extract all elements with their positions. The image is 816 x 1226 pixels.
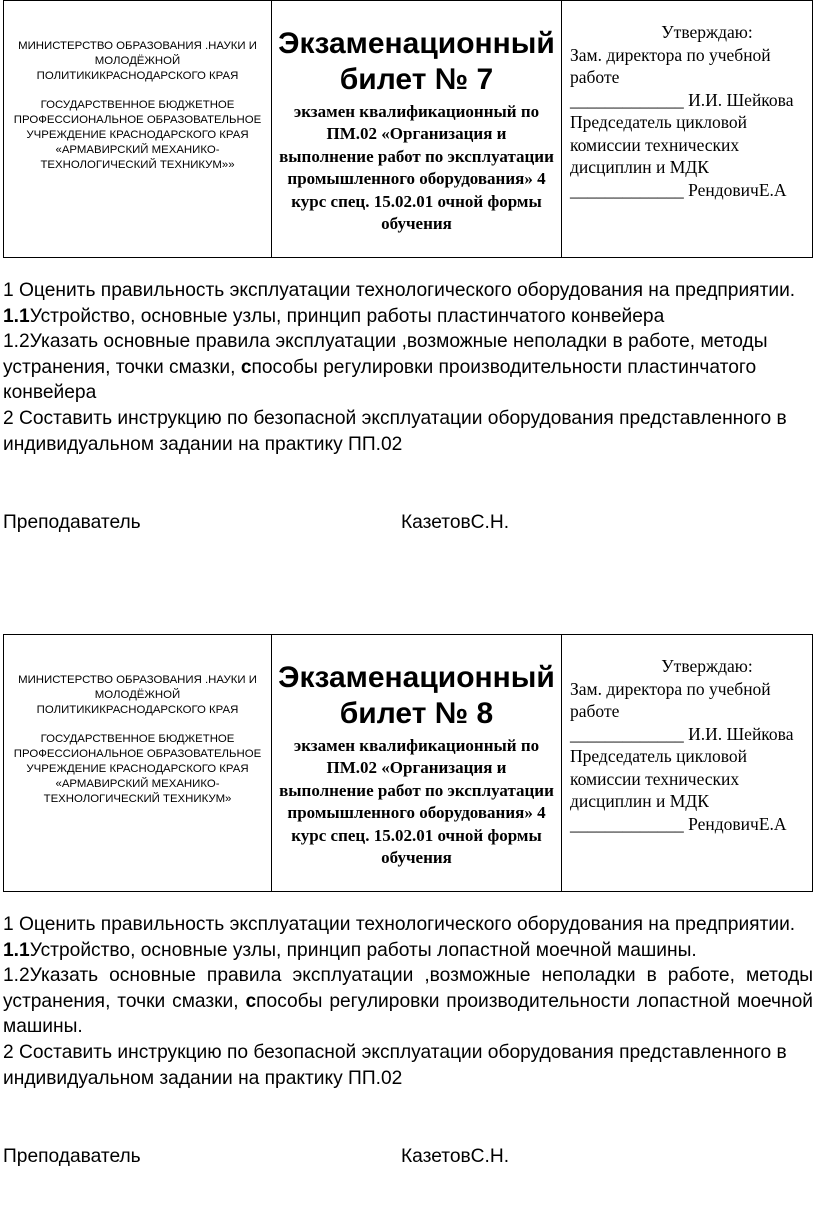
teacher-name: КазетовС.Н.	[401, 1146, 510, 1167]
question-1-2-bold-letter: с	[240, 356, 252, 378]
deputy-signature: _____________ И.И. Шейкова	[570, 723, 794, 744]
question-1-2-text-a: 1.2Указать основные правила эксплуатации ,возможные неполадки в работе, методы устранения, точки смазки,	[3, 331, 768, 378]
question-1-1	[3, 304, 813, 330]
college-name: ГОСУДАРСТВЕННОЕ БЮДЖЕТНОЕ ПРОФЕССИОНАЛЬНОЕ ОБРАЗОВАТЕЛЬНОЕ УЧРЕЖДЕНИЕ КРАСНОДАРСКОГО КРАЯ «АРМАВИРСКИЙ МЕХАНИКО-ТЕХНОЛОГИЧЕСКИЙ ТЕХНИКУМ»»	[13, 99, 262, 172]
institution-cell	[4, 635, 272, 891]
question-1-1-number: 1.1	[3, 305, 30, 327]
question-1-1	[3, 938, 813, 964]
title-cell	[272, 1, 562, 257]
question-1-2-text-b: пособы регулировки производительности лопастной моечной машины.	[3, 990, 814, 1038]
question-1-2-bold-letter: с	[245, 990, 257, 1012]
teacher-label: Преподаватель	[3, 512, 141, 533]
deputy-title: Зам. директора по учебной работе	[570, 44, 771, 87]
ticket-number: билет № 8	[339, 697, 494, 730]
college-name: ГОСУДАРСТВЕННОЕ БЮДЖЕТНОЕ ПРОФЕССИОНАЛЬНОЕ ОБРАЗОВАТЕЛЬНОЕ УЧРЕЖДЕНИЕ КРАСНОДАРСКОГО КРАЯ «АРМАВИРСКИЙ МЕХАНИКО-ТЕХНОЛОГИЧЕСКИЙ ТЕХНИКУМ»	[13, 733, 262, 806]
question-1-1-text: Устройство, основные узлы, принцип работы лопастной моечной машины.	[29, 939, 697, 961]
ticket-questions	[3, 278, 813, 457]
question-1-1-number: 1.1	[3, 939, 30, 961]
question-1: 1 Оценить правильность эксплуатации технологического оборудования на предприятии.	[3, 914, 796, 935]
deputy-signature: _____________ И.И. Шейкова	[570, 89, 794, 110]
approval-cell	[562, 1, 812, 257]
question-1-2-text-a: 1.2Указать основные правила эксплуатации ,возможные неполадки в работе, методы устранения, точки смазки,	[3, 965, 813, 1012]
question-2: 2 Составить инструкцию по безопасной эксплуатации оборудования представленного в индивидуальном задании на практику ПП.02	[3, 407, 787, 455]
ticket-number: билет № 7	[339, 63, 494, 96]
question-1: 1 Оценить правильность эксплуатации технологического оборудования на предприятии.	[3, 280, 796, 301]
teacher-name: КазетовС.Н.	[401, 512, 510, 533]
approve-label: Утверждаю:	[661, 656, 753, 676]
ticket-title: Экзаменационный	[278, 27, 555, 60]
ministry-name: МИНИСТЕРСТВО ОБРАЗОВАНИЯ .НАУКИ И МОЛОДЁЖНОЙ ПОЛИТИКИКРАСНОДАРСКОГО КРАЯ	[18, 40, 257, 83]
title-cell	[272, 635, 562, 891]
ticket-questions	[3, 912, 813, 1091]
approve-label: Утверждаю:	[661, 22, 753, 42]
question-1-2-text-b: пособы регулировки производительности пластинчатого конвейера	[3, 356, 757, 404]
question-1-2	[3, 963, 813, 1040]
ticket-subtitle: экзамен квалификационный по ПМ.02 «Организация и выполнение работ по эксплуатации промышленного оборудования» 4 курс спец. 15.02.01 очной формы обучения	[279, 102, 554, 234]
question-1-2	[3, 329, 813, 406]
ministry-name: МИНИСТЕРСТВО ОБРАЗОВАНИЯ .НАУКИ И МОЛОДЁЖНОЙ ПОЛИТИКИКРАСНОДАРСКОГО КРАЯ	[18, 674, 257, 717]
chair-signature: _____________ РендовичЕ.А	[570, 813, 787, 834]
ticket-subtitle: экзамен квалификационный по ПМ.02 «Организация и выполнение работ по эксплуатации промышленного оборудования» 4 курс спец. 15.02.01 очной формы обучения	[279, 736, 554, 868]
chair-title: Председатель цикловой комиссии технических дисциплин и МДК	[570, 112, 748, 177]
chair-title: Председатель цикловой комиссии технических дисциплин и МДК	[570, 746, 748, 811]
deputy-title: Зам. директора по учебной работе	[570, 678, 771, 721]
question-1-1-text: Устройство, основные узлы, принцип работы пластинчатого конвейера	[29, 305, 665, 327]
teacher-label: Преподаватель	[3, 1146, 141, 1167]
ticket-header-table	[3, 0, 813, 258]
chair-signature: _____________ РендовичЕ.А	[570, 179, 787, 200]
ticket-title: Экзаменационный	[278, 661, 555, 694]
ticket-header-table	[3, 634, 813, 892]
approval-cell	[562, 635, 812, 891]
institution-cell	[4, 1, 272, 257]
question-2: 2 Составить инструкцию по безопасной эксплуатации оборудования представленного в индивидуальном задании на практику ПП.02	[3, 1041, 787, 1089]
